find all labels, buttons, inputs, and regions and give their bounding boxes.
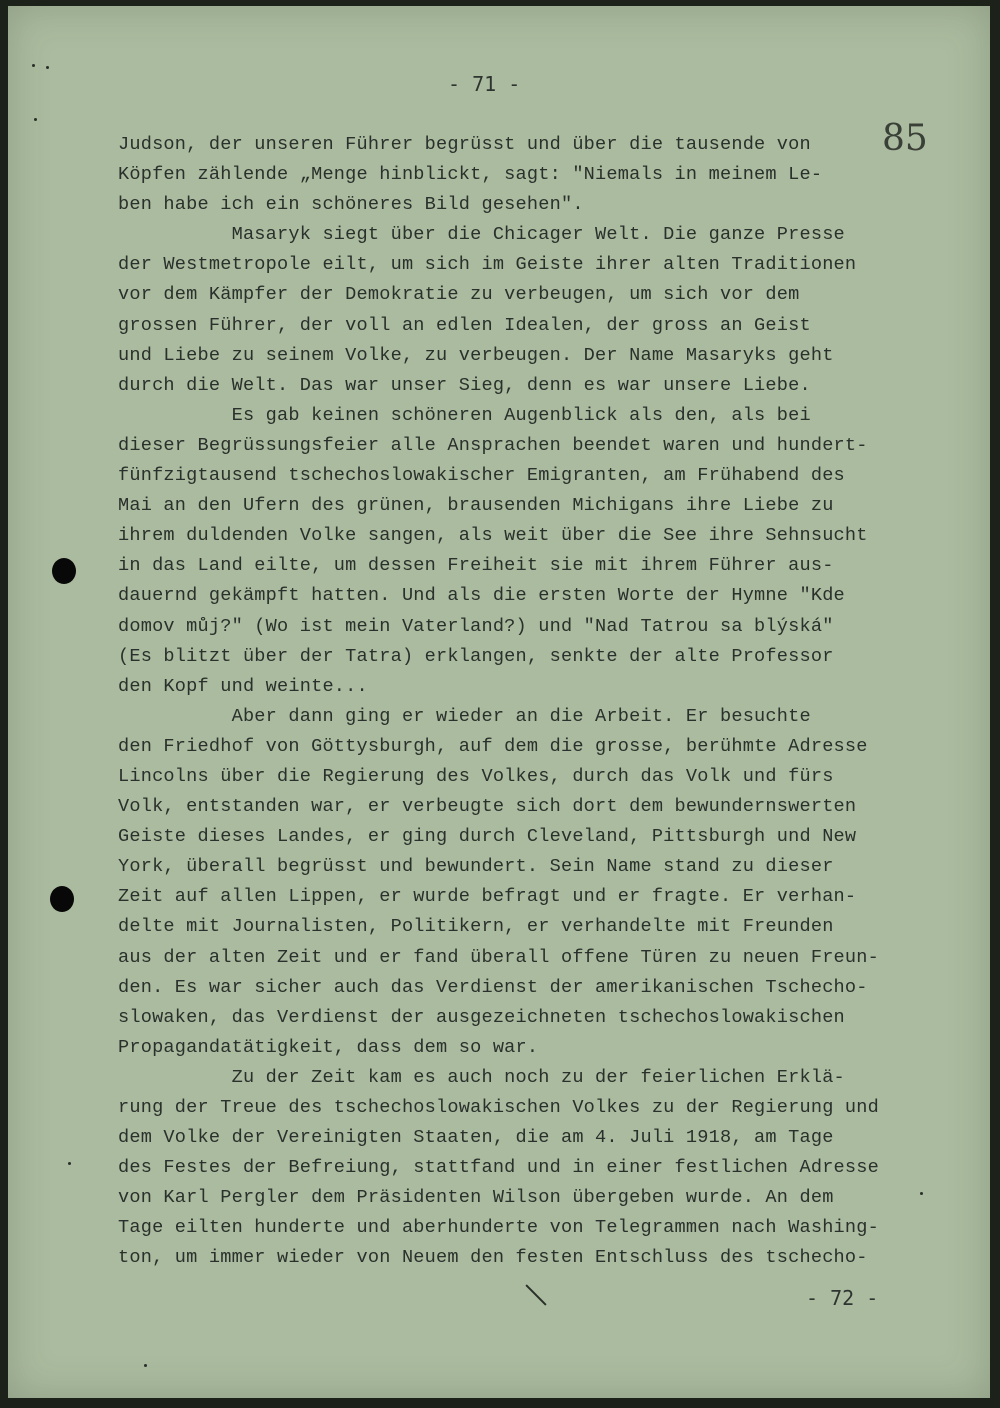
typed-text-body [118, 130, 918, 1274]
text-line: den Kopf und weinte... [118, 675, 368, 697]
text-line: Judson, der unseren Führer begrüsst und über die tausende von [118, 134, 811, 155]
text-line: durch die Welt. Das war unser Sieg, denn es war unsere Liebe. [118, 374, 811, 396]
text-line: Propagandatätigkeit, dass dem so war. [118, 1036, 539, 1058]
text-line: den. Es war sicher auch das Verdienst der amerikanischen Tschecho- [118, 976, 868, 998]
text-line: Geiste dieses Landes, er ging durch Cleveland, Pittsburgh und New [118, 826, 857, 848]
text-line: dieser Begrüssungsfeier alle Ansprachen beendet waren und hundert- [118, 434, 868, 456]
text-line: (Es blitzt über der Tatra) erklangen, senkte der alte Professor [118, 645, 834, 667]
text-line: fünfzigtausend tschechoslowakischer Emigranten, am Frühabend des [118, 465, 845, 487]
folio-number: 85 [882, 118, 928, 159]
text-line: York, überall begrüsst und bewundert. Sein Name stand zu dieser [118, 856, 834, 878]
text-line: Masaryk siegt über die Chicager Welt. Die ganze Presse [118, 224, 845, 246]
punch-hole-lower [50, 886, 74, 912]
text-line: slowaken, das Verdienst der ausgezeichneten tschechoslowakischen [118, 1006, 845, 1028]
document-page [8, 6, 990, 1398]
text-line: vor dem Kämpfer der Demokratie zu verbeugen, um sich vor dem [118, 284, 800, 306]
page-number-bottom: - 72 - [806, 1286, 879, 1310]
scan-speck [68, 1162, 71, 1165]
scan-speck [144, 1364, 147, 1367]
text-line: und Liebe zu seinem Volke, zu verbeugen. Der Name Masaryks geht [118, 344, 834, 366]
scan-speck [920, 1192, 923, 1195]
text-line: grossen Führer, der voll an edlen Idealen, der gross an Geist [118, 314, 811, 336]
text-line: aus der alten Zeit und er fand überall offene Türen zu neuen Freun- [118, 946, 879, 968]
text-line: in das Land eilte, um dessen Freiheit sie mit ihrem Führer aus- [118, 555, 834, 577]
page-number-top: - 71 - [448, 72, 521, 96]
text-line: Köpfen zählende „Menge hinblickt, sagt: "Niemals in meinem Le- [118, 164, 823, 186]
text-line: Aber dann ging er wieder an die Arbeit. Er besuchte [118, 705, 811, 727]
text-line: Zeit auf allen Lippen, er wurde befragt und er fragte. Er verhan- [118, 886, 857, 908]
scan-speck [34, 118, 37, 121]
text-line: Mai an den Ufern des grünen, brausenden Michigans ihre Liebe zu [118, 495, 834, 517]
text-line: ihrem duldenden Volke sangen, als weit über die See ihre Sehnsucht [118, 525, 868, 547]
scan-speck [46, 66, 49, 69]
text-line: delte mit Journalisten, Politikern, er verhandelte mit Freunden [118, 916, 834, 938]
scan-speck [32, 64, 35, 67]
text-line: Es gab keinen schöneren Augenblick als den, als bei [118, 404, 811, 426]
text-line: rung der Treue des tschechoslowakischen Volkes zu der Regierung und [118, 1097, 879, 1118]
text-line: ben habe ich ein schöneres Bild gesehen". [118, 194, 584, 216]
text-line: Tage eilten hunderte und aberhunderte von Telegrammen nach Washing- [118, 1217, 879, 1239]
text-line: den Friedhof von Göttysburgh, auf dem die grosse, berühmte Adresse [118, 735, 868, 757]
text-line: dauernd gekämpft hatten. Und als die ersten Worte der Hymne "Kde [118, 585, 845, 607]
text-line: dem Volke der Vereinigten Staaten, die am 4. Juli 1918, am Tage [118, 1127, 834, 1149]
punch-hole-upper [52, 558, 76, 584]
text-line: domov můj?" (Wo ist mein Vaterland?) und "Nad Tatrou sa blýská" [118, 615, 834, 637]
text-line: Lincolns über die Regierung des Volkes, durch das Volk und fürs [118, 765, 834, 787]
text-line: Volk, entstanden war, er verbeugte sich dort dem bewundernswerten [118, 796, 857, 818]
text-line: Zu der Zeit kam es auch noch zu der feierlichen Erklä- [118, 1066, 845, 1088]
pen-stroke-mark [525, 1284, 546, 1305]
text-line: von Karl Pergler dem Präsidenten Wilson übergeben wurde. An dem [118, 1187, 834, 1209]
text-line: der Westmetropole eilt, um sich im Geiste ihrer alten Traditionen [118, 254, 857, 276]
text-line: ton, um immer wieder von Neuem den festen Entschluss des tschecho- [118, 1247, 868, 1269]
text-line: des Festes der Befreiung, stattfand und in einer festlichen Adresse [118, 1157, 879, 1179]
